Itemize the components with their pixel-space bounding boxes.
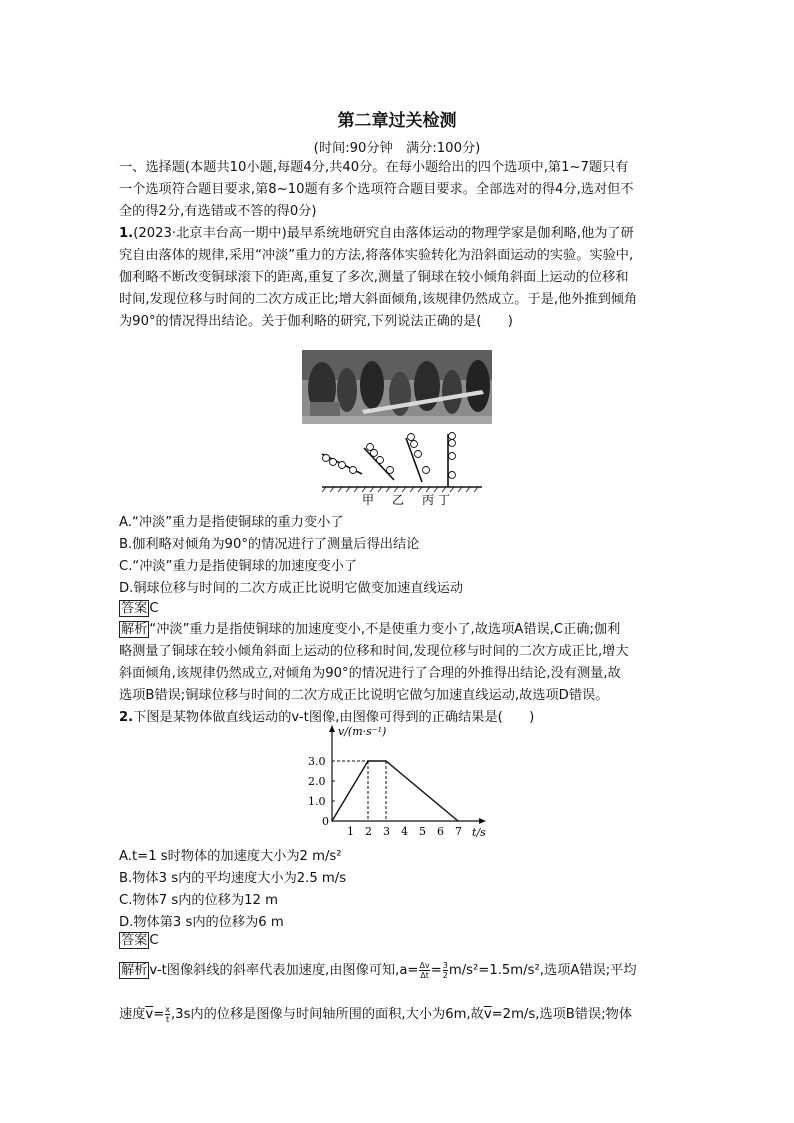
data-point	[367, 760, 369, 762]
y-axis-arrow	[329, 725, 335, 732]
q1-analysis-line-2: 略测量了铜球在较小倾角斜面上运动的位移和时间,发现位移与时间的二次方成正比,增大	[119, 644, 629, 659]
q2-option-d: D.物体第3 s内的位移为6 m	[119, 915, 284, 930]
section-intro-line-3: 全的得2分,有选错或不答的得0分)	[119, 204, 317, 219]
section-intro-line-1: 一、选择题(本题共10小题,每题4分,共40分。在每小题给出的四个选项中,第1~7题只有	[119, 160, 629, 175]
analysis-label: 解析	[121, 963, 148, 978]
x-tick-label: 2	[365, 825, 372, 838]
series-line	[332, 761, 458, 821]
x-tick-label: 1	[347, 825, 354, 838]
x-tick-label: 7	[455, 825, 462, 838]
frac-numerator: x	[165, 1004, 170, 1014]
galileo-experiment-photo	[302, 350, 492, 424]
q2-analysis-text-c: 速度	[119, 1007, 146, 1022]
q1-analysis-line-3: 斜面倾角,该规律仍然成立,对倾角为90°的情况进行了合理的外推得出结论,没有测量,故	[119, 666, 621, 681]
frac-numerator: 3	[442, 960, 448, 970]
q2-option-b: B.物体3 s内的平均速度大小为2.5 m/s	[119, 871, 347, 886]
fraction-x-t	[165, 1005, 170, 1024]
x-tick-label: 4	[401, 825, 408, 838]
q1-stem-line-3: 伽利略不断改变铜球滚下的距离,重复了多次,测量了铜球在较小倾角斜面上运动的位移和	[119, 270, 629, 285]
label-ding: 丁	[438, 493, 451, 507]
q2-option-a: A.t=1 s时物体的加速度大小为2 m/s²	[119, 849, 342, 864]
q1-analysis-line-4: 选项B错误;铜球位移与时间的二次方成正比说明它做匀加速直线运动,故选项D错误。	[119, 688, 609, 703]
equals-sign: =	[430, 963, 442, 978]
q2-analysis-line-1	[119, 960, 637, 982]
q2-number: 2.	[119, 710, 134, 725]
y-tick-label: 2.0	[308, 775, 326, 788]
y-tick-label: 3.0	[308, 755, 326, 768]
q1-option-d: D.铜球位移与时间的二次方成正比说明它做变加速直线运动	[119, 581, 464, 596]
data-point	[385, 760, 387, 762]
q2-answer	[119, 930, 159, 952]
v-bar: $\overline{v}$	[145, 1007, 154, 1022]
q1-stem-text: (2023·北京丰台高一期中)最早系统地研究自由落体运动的物理学家是伽利略,他为了研	[133, 226, 634, 241]
answer-label: 答案	[121, 601, 148, 616]
x-axis-label: t/s	[472, 826, 486, 839]
q2-analysis-text-e: =2m/s,选项B错误;物体	[491, 1007, 633, 1022]
x-tick-label: 3	[383, 825, 390, 838]
q1-stem-line-5: 为90°的情况得出结论。关于伽利略的研究,下列说法正确的是( )	[119, 314, 513, 329]
data-point	[331, 820, 333, 822]
answer-value: C	[149, 933, 159, 948]
v-t-chart	[300, 725, 500, 840]
exam-meta: (时间:90分钟 满分:100分)	[313, 141, 481, 156]
frac-denominator: t	[166, 1014, 170, 1024]
y-tick-label: 1.0	[308, 795, 326, 808]
q2-option-c: C.物体7 s内的位移为12 m	[119, 893, 278, 908]
page-title: 第二章过关检测	[337, 111, 457, 131]
q1-answer	[119, 598, 159, 620]
q2-stem-text: 下图是某物体做直线运动的v-t图像,由图像可得到的正确结果是( )	[133, 710, 535, 725]
equals-sign: =	[153, 1007, 165, 1022]
answer-value: C	[149, 601, 159, 616]
analysis-label: 解析	[121, 622, 148, 637]
q2-analysis-text-b: m/s²=1.5m/s²,选项A错误;平均	[448, 963, 637, 978]
q1-stem-line-4: 时间,发现位移与时间的二次方成正比;增大斜面倾角,该规律仍然成立。于是,他外推到倾角	[119, 292, 638, 307]
label-bing: 丙	[422, 493, 435, 507]
q2-analysis-text-a: v-t图像斜线的斜率代表加速度,由图像可知,a=	[149, 963, 419, 978]
q1-analysis-line-1	[119, 619, 620, 641]
y-axis-label: v/(m·s⁻¹)	[338, 725, 387, 738]
x-axis-arrow	[479, 818, 486, 824]
q1-number: 1.	[119, 226, 134, 241]
frac-numerator: Δv	[419, 960, 430, 970]
frac-denominator: 2	[442, 970, 448, 980]
q1-option-a: A.“冲淡”重力是指使铜球的重力变小了	[119, 515, 344, 530]
x-tick-label: 5	[419, 825, 426, 838]
frac-denominator: Δt	[420, 970, 429, 980]
v-bar: $\overline{v}$	[483, 1007, 492, 1022]
label-jia: 甲	[362, 493, 375, 507]
q2-analysis-text-d: ,3s内的位移是图像与时间轴所围的面积,大小为6m,故	[170, 1007, 484, 1022]
incline-diagram	[318, 432, 488, 510]
q1-stem-line-1	[119, 223, 634, 245]
fraction-dv-dt	[419, 961, 429, 980]
q1-analysis-text: “冲淡”重力是指使铜球的加速度变小,不是使重力变小了,故选项A错误,C正确;伽利	[149, 622, 621, 637]
fraction-3-2	[443, 961, 448, 980]
q1-stem-line-2: 究自由落体的规律,采用“冲淡”重力的方法,将落体实验转化为沿斜面运动的实验。实验中,	[119, 248, 634, 263]
data-point	[457, 820, 459, 822]
x-tick-label: 6	[437, 825, 444, 838]
section-intro-line-2: 一个选项符合题目要求,第8~10题有多个选项符合题目要求。全部选对的得4分,选对但不	[119, 182, 634, 197]
origin-label: 0	[322, 815, 329, 828]
q2-analysis-line-2	[119, 1004, 632, 1026]
q1-option-c: C.“冲淡”重力是指使铜球的加速度变小了	[119, 559, 358, 574]
q1-option-b: B.伽利略对倾角为90°的情况进行了测量后得出结论	[119, 537, 420, 552]
label-yi: 乙	[392, 493, 405, 507]
answer-label: 答案	[121, 933, 148, 948]
